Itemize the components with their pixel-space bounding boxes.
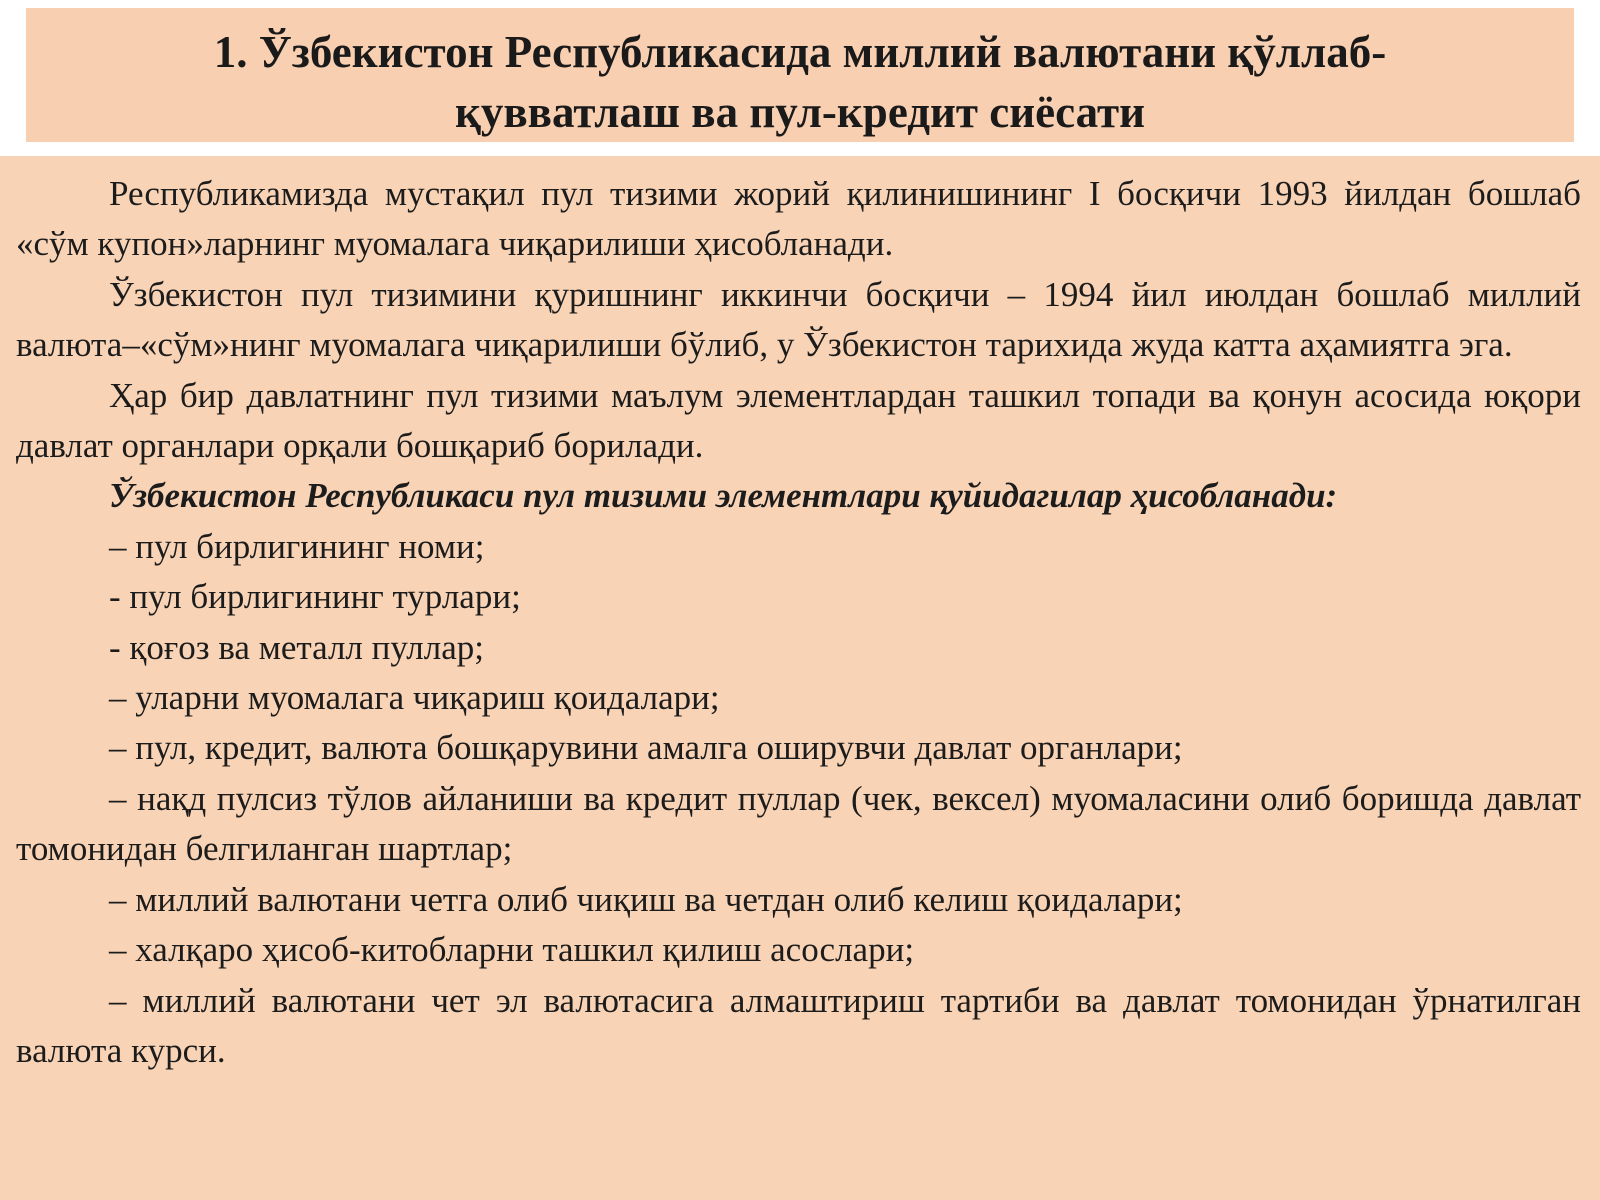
slide-title xyxy=(26,22,1574,142)
list-item-3: - қоғоз ва металл пуллар; xyxy=(109,627,485,667)
elements-heading: Ўзбекистон Республикаси пул тизими элементлари қуйидагилар ҳисобланади: xyxy=(109,476,1338,516)
list-item-7: – миллий валютани четга олиб чиқиш ва четдан олиб келиш қоидалари; xyxy=(109,879,1183,919)
content-panel xyxy=(0,156,1600,1200)
list-item-8: – халқаро ҳисоб-китобларни ташкил қилиш асослари; xyxy=(109,930,915,970)
list-item-6: – нақд пулсиз тўлов айланиши ва кредит пуллар (чек, вексел) муомаласини олиб боришда давлат томонидан белгиланган шартлар; xyxy=(16,778,1581,869)
paragraph-stage-two: Ўзбекистон пул тизимини қуришнинг иккинчи босқичи – 1994 йил июлдан бошлаб миллий валюта–«сўм»нинг муомалага чиқарилиши бўлиб, у Ўзбекистон тарихида жуда катта аҳамиятга эга. xyxy=(16,274,1581,365)
list-item-4: – уларни муомалага чиқариш қоидалари; xyxy=(109,678,720,718)
paragraph-elements-intro: Ҳар бир давлатнинг пул тизими маълум элементлардан ташкил топади ва қонун асосида юқори давлат органлари орқали бошқариб борилади. xyxy=(16,375,1581,466)
title-banner xyxy=(26,8,1574,142)
paragraph-stage-one: Республикамизда мустақил пул тизими жорий қилинишининг I босқичи 1993 йилдан бошлаб «сўм купон»ларнинг муомалага чиқарилиши ҳисобланади. xyxy=(16,174,1581,264)
list-item-5: – пул, кредит, валюта бошқарувини амалга оширувчи давлат органлари; xyxy=(109,728,1183,768)
slide-title-line-1: 1. Ўзбекистон Республикасида миллий валютани қўллаб- xyxy=(213,27,1387,77)
list-item-9: – миллий валютани чет эл валютасига алмаштириш тартиби ва давлат томонидан ўрнатилган валюта курси. xyxy=(16,980,1581,1070)
list-item-2: - пул бирлигининг турлари; xyxy=(109,577,521,617)
slide-title-line-2: қувватлаш ва пул-кредит сиёсати xyxy=(454,87,1146,137)
list-item-1: – пул бирлигининг номи; xyxy=(109,526,485,566)
